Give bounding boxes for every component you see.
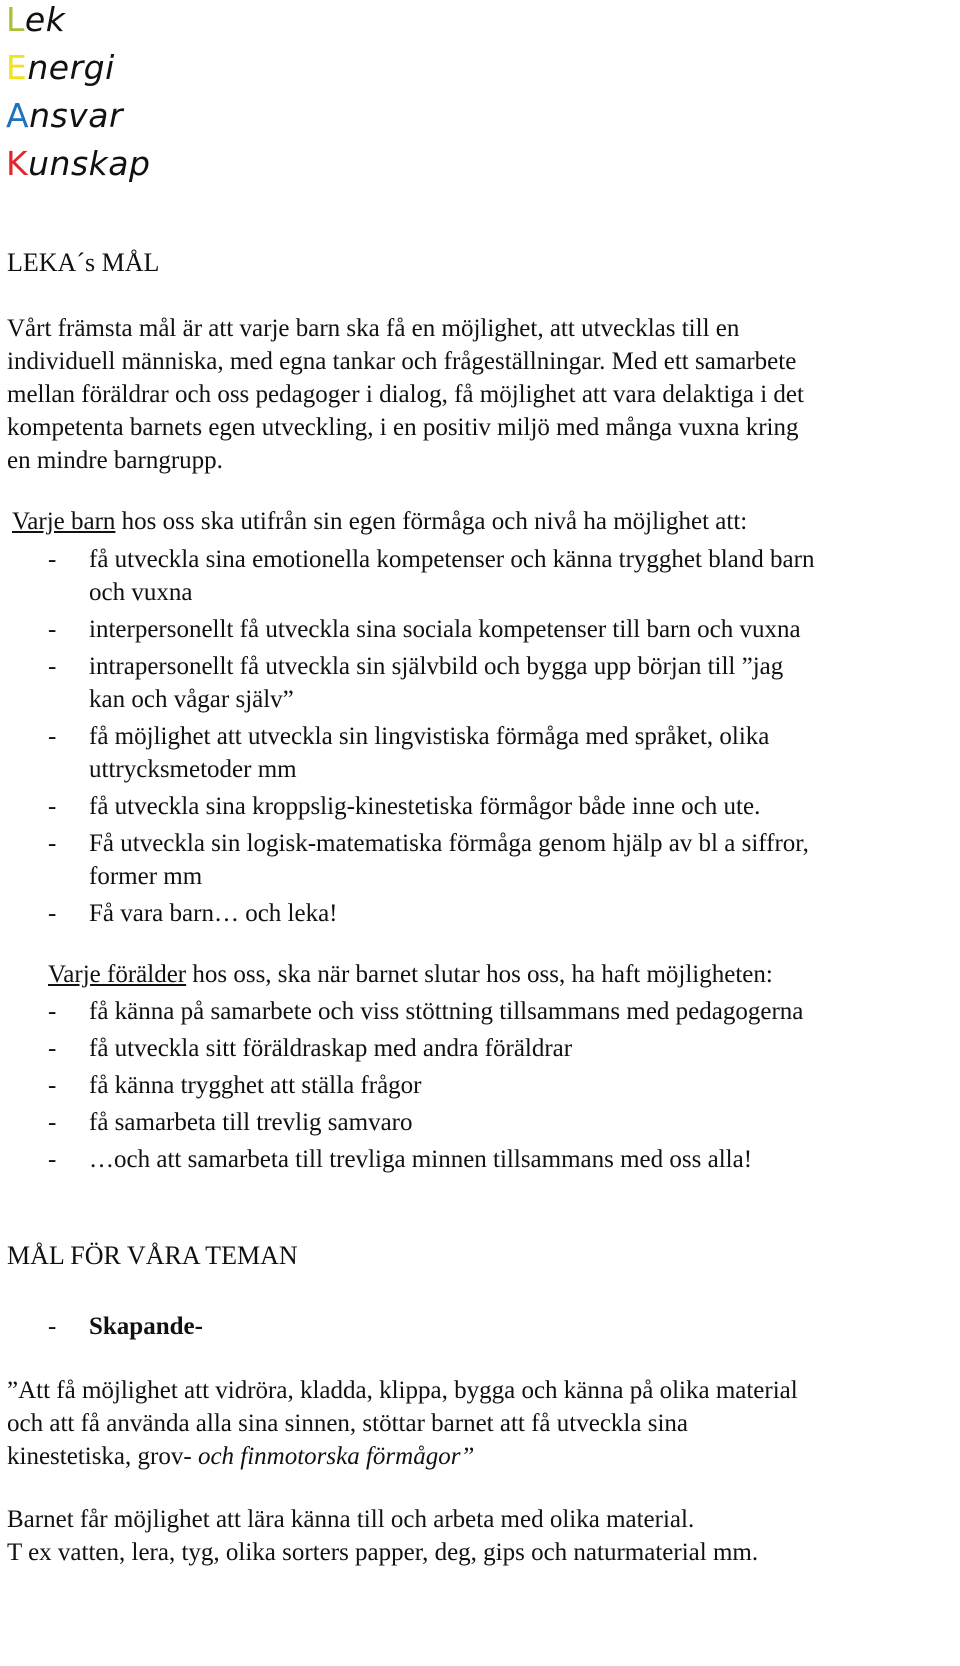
list-item: - intrapersonellt få utveckla sin självbild och bygga upp början till ”jag kan och vågar själv”: [0, 650, 960, 716]
list-item: - få möjlighet att utveckla sin lingvistiska förmåga med språket, olika uttrycksmetoder mm: [0, 720, 960, 786]
item-line: och vuxna: [89, 579, 193, 606]
theme-body: [7, 1503, 952, 1569]
item-line: uttrycksmetoder mm: [89, 756, 297, 783]
children-intro-underlined: Varje barn: [12, 508, 116, 535]
list-item: - Skapande-: [0, 1310, 960, 1343]
quote-line: [7, 1440, 952, 1473]
paragraph-line: mellan föräldrar och oss pedagoger i dialog, få möjlighet att vara delaktiga i det: [7, 381, 804, 408]
parents-intro: [48, 958, 773, 992]
item-line: interpersonellt få utveckla sina sociala kompetenser till barn och vuxna: [89, 616, 801, 643]
item-line: former mm: [89, 863, 203, 890]
logo-initial: A: [6, 96, 30, 135]
item-line: intrapersonellt få utveckla sin självbild och bygga upp början till ”jag: [89, 653, 784, 680]
logo-rest: nergi: [27, 48, 115, 87]
item-line: få samarbeta till trevlig samvaro: [89, 1109, 413, 1136]
theme-quote: [7, 1374, 952, 1473]
item-line: få utveckla sina emotionella kompetenser och känna trygghet bland barn: [89, 546, 815, 573]
item-line: få känna trygghet att ställa frågor: [89, 1072, 422, 1099]
paragraph-line: Vårt främsta mål är att varje barn ska få en möjlighet, att utvecklas till en: [7, 315, 740, 342]
theme-list: [0, 1310, 960, 1343]
leka-logo: [6, 0, 150, 192]
logo-initial: E: [6, 48, 28, 87]
parents-intro-rest: hos oss, ska när barnet slutar hos oss, ha haft möjligheten:: [186, 961, 773, 988]
logo-rest: unskap: [28, 144, 151, 183]
logo-line-lek: [6, 0, 150, 48]
list-item: - få utveckla sitt föräldraskap med andra föräldrar: [0, 1032, 960, 1065]
quote-italic: och finmotorska förmågor”: [197, 1443, 475, 1470]
children-intro-rest: hos oss ska utifrån sin egen förmåga och nivå ha möjlighet att:: [115, 508, 748, 535]
quote-line: och att få använda alla sina sinnen, stöttar barnet att få utveckla sina: [7, 1410, 688, 1437]
goals-paragraph: [7, 312, 952, 477]
children-intro: [12, 505, 747, 539]
list-item: - få utveckla sina emotionella kompetenser och känna trygghet bland barn och vuxna: [0, 543, 960, 609]
logo-rest: nsvar: [29, 96, 124, 135]
parents-goal-list: [0, 995, 960, 1176]
logo-initial: K: [6, 144, 29, 183]
list-item: - få känna på samarbete och viss stöttning tillsammans med pedagogerna: [0, 995, 960, 1028]
item-line: Få utveckla sin logisk-matematiska förmåga genom hjälp av bl a siffror,: [89, 830, 809, 857]
theme-title: Skapande-: [89, 1313, 203, 1340]
list-item: - …och att samarbeta till trevliga minnen tillsammans med oss alla!: [0, 1143, 960, 1176]
item-line: få möjlighet att utveckla sin lingvistiska förmåga med språket, olika: [89, 723, 770, 750]
body-line: T ex vatten, lera, tyg, olika sorters papper, deg, gips och naturmaterial mm.: [7, 1539, 759, 1566]
body-line: Barnet får möjlighet att lära känna till och arbeta med olika material.: [7, 1506, 695, 1533]
logo-line-ansvar: [6, 96, 150, 144]
item-line: få utveckla sitt föräldraskap med andra föräldrar: [89, 1035, 573, 1062]
paragraph-line: kompetenta barnets egen utveckling, i en positiv miljö med många vuxna kring: [7, 414, 799, 441]
goals-heading: LEKA´s MÅL: [7, 248, 160, 277]
item-line: få känna på samarbete och viss stöttning tillsammans med pedagogerna: [89, 998, 804, 1025]
item-line: kan och vågar själv”: [89, 686, 294, 713]
item-line: Få vara barn… och leka!: [89, 900, 338, 927]
quote-line: ”Att få möjlighet att vidröra, kladda, klippa, bygga och känna på olika material: [7, 1377, 798, 1404]
logo-line-energi: [6, 48, 150, 96]
logo-rest: ek: [24, 0, 66, 39]
logo-initial: L: [6, 0, 25, 39]
list-item: - få samarbeta till trevlig samvaro: [0, 1106, 960, 1139]
item-line: …och att samarbeta till trevliga minnen tillsammans med oss alla!: [89, 1146, 753, 1173]
paragraph-line: en mindre barngrupp.: [7, 447, 223, 474]
logo-line-kunskap: [6, 144, 150, 192]
children-goal-list: [0, 543, 960, 930]
parents-intro-underlined: Varje förälder: [48, 961, 187, 988]
list-item: - få känna trygghet att ställa frågor: [0, 1069, 960, 1102]
list-item: - Få utveckla sin logisk-matematiska förmåga genom hjälp av bl a siffror, former mm: [0, 827, 960, 893]
list-item: - Få vara barn… och leka!: [0, 897, 960, 930]
themes-heading: MÅL FÖR VÅRA TEMAN: [7, 1241, 298, 1270]
paragraph-line: individuell människa, med egna tankar och frågeställningar. Med ett samarbete: [7, 348, 797, 375]
list-item: - interpersonellt få utveckla sina sociala kompetenser till barn och vuxna: [0, 613, 960, 646]
item-line: få utveckla sina kroppslig-kinestetiska förmågor både inne och ute.: [89, 793, 761, 820]
quote-plain: kinestetiska, grov-: [7, 1443, 198, 1470]
list-item: - få utveckla sina kroppslig-kinestetiska förmågor både inne och ute.: [0, 790, 960, 823]
